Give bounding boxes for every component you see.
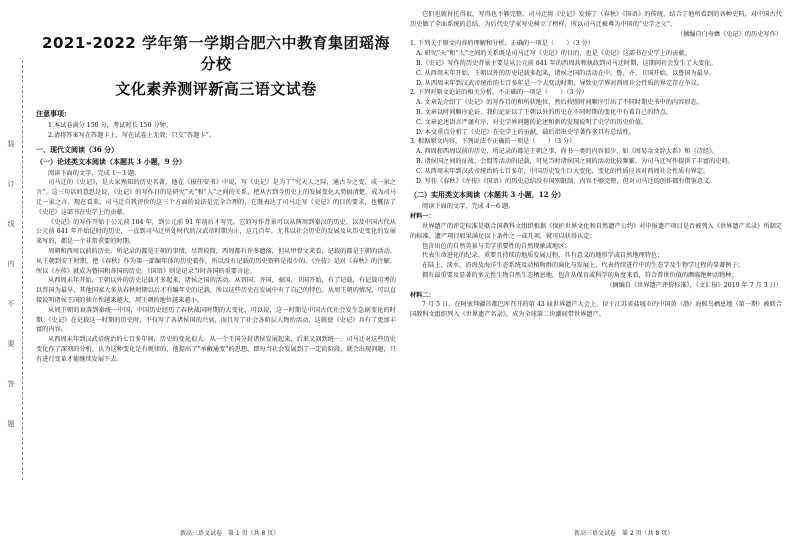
- page-footer-right: 新高三语文试卷 第 2 页（共 8 页）: [574, 530, 674, 537]
- option: B. 诸侯国之间的征战、会盟等活动的记载，可见当时诸侯国之间的活动比较频繁，为司马迁写作提供了丰富的史料。: [416, 157, 734, 165]
- question-2: 2. 下列对原文论证的相关分析，不正确的一项是（ ）（3 分）: [410, 89, 588, 97]
- section-heading: 一、现代文阅读（36 分）: [36, 144, 119, 154]
- notice-item: 1.本试卷满分 150 分，考试时长 150 分钟。: [48, 122, 173, 129]
- passage-paragraph: 《史记》的写作开始于公元前 104 年，到公元前 91 年前后才写完。它的写作背景可以从两周到秦汉的历史，以及中国古代从公元前 841 年开始记时的历史，一直到司马迁所处时代的汉武帝时期为止，这几百年，尤其以社会历史的发展及从历史变化的发展来写的，都是一个非常重要的时期。: [36, 218, 396, 246]
- margin-char: 订: [7, 180, 15, 187]
- material-title: 材料二：: [410, 291, 435, 299]
- instruction: 阅读下面的文字，完成 4～6 题。: [422, 203, 515, 211]
- binding-line: [22, 60, 23, 480]
- option: C. 文章论述语言严谨有序，对史学界问题的论述和新的发现说明了史学的历史价值。: [416, 118, 648, 126]
- right-column: [410, 10, 782, 530]
- exam-title: 2021-2022 学年第一学期合肥六中教育集团瑶海分校: [42, 34, 390, 73]
- source-citation: （摘编自《世界遗产评价标准》，《文汇报》2019 年 7 月 3 日）: [606, 281, 782, 289]
- passage-paragraph: 司马迁的《史记》，是大家熟知的历史名著，他在《报任安书》中说，写《史记》是为了“究天人之际，通古今之变，成一家之言”。这三句话的意思是说，《史记》的写作目的是研究“天”和“人”之间的关系，把从古到今历史上的发展变化大势搞清楚，成为司马迁一家之言。现在看来，司马迁自我评价的这三个方面的说法是完全合理的，它既表达了司马迁写《史记》的目的要求，也概括了《史记》这部书在史学上的贡献。: [36, 179, 396, 216]
- material-paragraph: 在陆上、淡水、沿海及海洋生态系统及动植物群的演化与发展上，代表持续进行中的生态学及生物学过程的显著例子；: [422, 262, 744, 270]
- option: B.《史记》写作的历史背景主要是从公元前 841 年的西周共和执政到司马迁时期，这期间社会发生了大变化。: [416, 59, 717, 67]
- option: A. 文章先介绍了《史记》的写作目的和所获地位，然后按照时间顺序引出了不同时期史书中的内容形态。: [416, 99, 703, 107]
- instruction: 阅读下面的文字，完成 1～3 题。: [48, 169, 141, 177]
- material-paragraph: 世界遗产的评定标准是联合国教科文组织根据《保护世界文化和自然遗产公约》对申报遗产项目是否被列入《世界遗产名录》所制定的标准。遗产项目如果满足以下条件之一或几项，就可以获得认定：: [410, 222, 782, 240]
- passage-paragraph: 它们也就衬托得很。写得也不够完整。司马迁将《史记》发扬了《春秋》《国语》的传统，结合了他所看到的各种史料，对中国古代历史做了全面系统的总结，为后代史学家写史树立了榜样，所以司马迁被尊为中国的“史学之父”。: [410, 11, 782, 28]
- material-title: 材料一：: [410, 213, 435, 221]
- margin-char: 内: [7, 260, 15, 267]
- option: C. 从西周末年开始，王朝以外的历史记载多起来，诸侯之国的活动在中、鲁、齐、卫国开始，以鲁国为最早。: [416, 69, 716, 77]
- question-1: 1. 下列关于原文内容的理解和分析，正确的一项是（ ）（3 分）: [410, 40, 594, 48]
- option: D. 本文重点分析了《史记》在史学上的贡献，最后指出史学著作多具有总结性。: [416, 128, 636, 136]
- margin-char: 不: [7, 300, 15, 307]
- passage-paragraph: 从西周末年到汉武帝统治的七百多年间，历史的变化很大。从一个王国分封诸侯发展起来，后来又回到统一。司马迁对这些历史变化作了深刻的分析，认为这种变化是有规律的，他提出了“承敝通变”的思想，即每当社会发展到了一定的阶段，就会出现问题，只有进行变革才能继续发展下去。: [36, 336, 396, 363]
- passage-paragraph: 从周王朝的衰落到秦统一中国，中国历史经历了春秋战国时期的大变化，可以说，这一时期是中国古代社会发生急剧变化的时期。《史记》在记载这一时期的历史时，不仅写了各诸侯国的兴衰，而且写了社会各阶层人物的活动，这就使《史记》具有了更加丰富的内容。: [36, 306, 396, 334]
- material-paragraph: 7 月 5 日，在阿塞拜疆首都巴库召开的第 43 届世界遗产大会上，位于江苏省盐城市的中国黄（渤）海候鸟栖息地（第一期）被联合国教科文组织列入《世界遗产名录》，成为全球第二块潮间带世界遗产。: [410, 301, 782, 319]
- subsection-heading: （一）论述类文本阅读（本题共 3 小题，9 分）: [36, 156, 187, 166]
- margin-char: 要: [7, 340, 15, 347]
- passage-paragraph: 从西周末年开始，王朝以外的历史记载才多起来，诸侯之国的活动。从晋国、齐国、秦国、卫国开始，有了记载，有记载可考的以晋国为最早，其他国家大多从春秋时期以后才有编年史的记载，所以这些历史在发展中有了自己的特色。从周王朝的情况，可以直接说明诸侯王国的独立性越来越大，周王朝的地位越来越小。: [36, 277, 396, 304]
- material-paragraph: 包含出色的自然美景与美学重要性的自然现象或地区；: [422, 242, 571, 250]
- material-paragraph: 代表生命进化的纪录、重要且持续的地质发展过程、具有意义的地形学或自然地理特色；: [422, 252, 664, 260]
- option: C. 从西周末年到汉武帝统治的七百多年，中国历史发生巨大变化，变化的性质应该对西周社会性质有界定。: [416, 167, 710, 175]
- margin-char: 题: [7, 420, 15, 427]
- option: D. 从西周末年到汉武帝统治的七百多年是一个大变动时期，导致史学界对西周社会性质的界定存在争议。: [416, 79, 704, 87]
- question-3: 3. 根据原文内容，下列说法不正确的一项是（ ）（3 分）: [410, 138, 576, 146]
- option: D. 写作《春秋》《左传》《国语》的历史总结没有国别限制，内容不够完整，但对司马迁的创作都有借鉴意义。: [416, 177, 716, 185]
- subsection-heading: （二）实用类文本阅读（本题共 3 小题，12 分）: [410, 190, 565, 200]
- option: A. 西周和西周以前的历史，所记录的都是王朝之事，尚书一类的内容很少，如《周易金文辞大系》和《诗经》。: [416, 148, 719, 156]
- source-citation: （摘编自白寿彝《史记》的历史写作）: [676, 30, 782, 38]
- margin-char: 线: [7, 220, 15, 227]
- notice-title: 注意事项:: [36, 109, 67, 118]
- option: A. 研究“天”和“人”之间的关系既是司马迁写《史记》的目的，也是《史记》这部书在史学上的贡献。: [416, 50, 691, 58]
- passage-paragraph: 周朝和西周以前的历史，所记录的都是王朝的事情，尽管较简，西周都有许多遗落，但从甲骨文来看，记载的都是王朝的活动。从王朝到安王时期，把《春秋》作为第一部编年体的历史着作，所以没有记载的历史资料是很少的。《左传》是对《春秋》的注解，所以《左传》就成为鲁国和各国的历史。《国语》则是记录当时各国的重要言论。: [36, 247, 396, 275]
- margin-char: 装: [7, 140, 15, 147]
- option: B. 文章以时间顺序论证，我们论证以了王朝以外的历史在不同时期的变化中有着自己的特点。: [416, 108, 672, 116]
- page-footer-left: 新高三语文试卷 第 1 页（共 8 页）: [180, 530, 280, 537]
- binding-margin: [4, 60, 32, 480]
- margin-char: 答: [7, 380, 15, 387]
- left-column: [36, 10, 396, 530]
- material-paragraph: 拥有最重要及显著的多元性生物自然生态栖息地，包含从保育或科学的角度来看，符合普世价值的濒临绝种动物种。: [422, 271, 738, 279]
- notice-item: 2.请将答案写在答题卡上，写在试卷上无效，只交“答题卡”。: [48, 131, 215, 139]
- exam-subtitle: 文化素养测评新高三语文试卷: [115, 80, 317, 98]
